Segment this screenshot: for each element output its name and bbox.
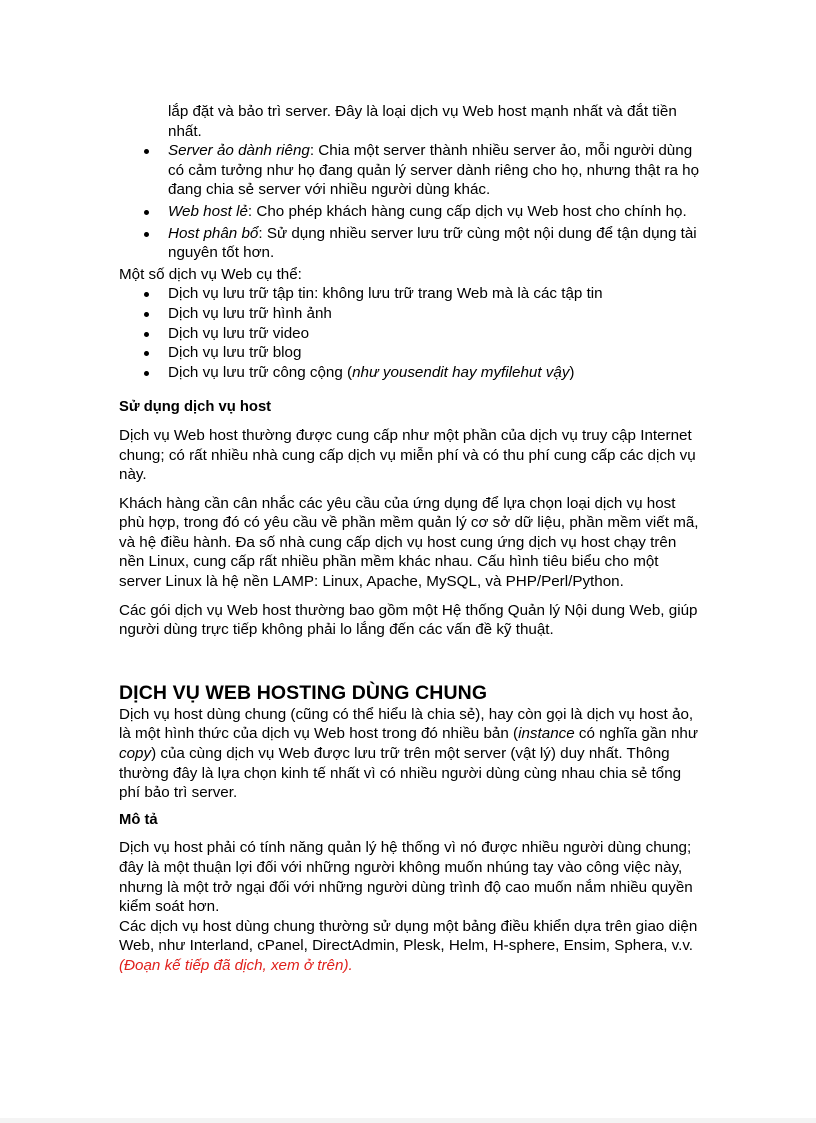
- host-type-separator: :: [258, 224, 267, 242]
- host-type-term: Host phân bổ: [168, 224, 259, 242]
- specific-services-list: [119, 284, 704, 382]
- list-item: [119, 324, 704, 344]
- document-body: [119, 102, 704, 976]
- description-text: Các dịch vụ host dùng chung thường sử dụng một bảng điều khiển dựa trên giao diện Web, như Interland, cPanel, DirectAdmin, Plesk, Helm, H-sphere, Ensim, Sphera, v.v.: [119, 917, 698, 955]
- host-types-list: [119, 141, 704, 263]
- bullet-icon: [144, 232, 149, 237]
- list-item: [119, 284, 704, 304]
- bullet-icon: [144, 332, 149, 337]
- shared-hosting-italic-instance: instance: [518, 725, 575, 743]
- shared-hosting-italic-copy: copy: [119, 745, 152, 763]
- service-italic-note: như yousendit hay myfilehut vậy: [352, 363, 570, 381]
- continuation-text: lắp đặt và bảo trì server. Đây là loại dịch vụ Web host mạnh nhất và đắt tiền nhất.: [168, 103, 677, 140]
- bullet-icon: [144, 292, 149, 297]
- list-item: [119, 224, 704, 263]
- host-type-text: Chia một server thành nhiều server ảo, mỗi người dùng có cảm tưởng như họ đang quản lý server dành riêng cho họ, nhưng thật ra họ đang chia sẻ server với nhiều người dùng khác.: [168, 142, 700, 199]
- service-text: Dịch vụ lưu trữ hình ảnh: [168, 304, 332, 322]
- using-service-paragraph: Dịch vụ Web host thường được cung cấp như một phần của dịch vụ truy cập Internet chung; có rất nhiều nhà cung cấp dịch vụ miễn phí và có thu phí cung cấp các dịch vụ này.: [119, 426, 696, 484]
- host-type-term: Web host lẻ: [168, 202, 248, 220]
- bullet-icon: [144, 149, 149, 154]
- translation-note: (Đoạn kế tiếp đã dịch, xem ở trên).: [119, 956, 353, 974]
- host-type-text: Sử dụng nhiều server lưu trữ cùng một nội dung để tận dụng tài nguyên tốt hơn.: [168, 224, 697, 262]
- using-service-paragraph: Khách hàng cần cân nhắc các yêu cầu của ứng dụng để lựa chọn loại dịch vụ host phù hợp, trong đó có yêu cầu về phần mềm quản lý cơ sở dữ liệu, phần mềm viết mã, và hệ điều hành. Đa số nhà cung cấp dịch vụ host cung ứng dịch vụ host chạy trên nền Linux, cung cấp rất nhiều phần mềm khác nhau. Cấu hình tiêu biểu cho một server Linux là hệ nền LAMP: Linux, Apache, MySQL, và PHP/Perl/Python.: [119, 494, 699, 591]
- bullet-icon: [144, 351, 149, 356]
- using-service-paragraph: Các gói dịch vụ Web host thường bao gồm một Hệ thống Quản lý Nội dung Web, giúp người dùng trực tiếp không phải lo lắng đến các vấn đề kỹ thuật.: [119, 601, 698, 639]
- bullet-icon: [144, 371, 149, 376]
- host-type-separator: :: [247, 202, 257, 220]
- service-text: Dịch vụ lưu trữ blog: [168, 344, 302, 362]
- description-heading: Mô tả: [119, 811, 158, 828]
- host-type-text: Cho phép khách hàng cung cấp dịch vụ Web host cho chính họ.: [256, 202, 687, 220]
- description-paragraph: Dịch vụ host phải có tính năng quản lý hệ thống vì nó được nhiều người dùng chung; đây là một thuận lợi đối với những người không muốn nhúng tay vào công việc này, nhưng là một trở ngại đối với những người dùng trình độ cao muốn nắm nhiều quyền kiểm soát hơn.: [119, 839, 693, 916]
- service-text: Dịch vụ lưu trữ tập tin: không lưu trữ trang Web mà là các tập tin: [168, 285, 603, 303]
- service-text-close: ): [569, 363, 575, 381]
- service-text: Dịch vụ lưu trữ video: [168, 324, 310, 342]
- shared-hosting-text-b: có nghĩa gần như: [574, 725, 699, 743]
- list-item: [119, 304, 704, 324]
- using-service-heading: Sử dụng dịch vụ host: [119, 399, 272, 416]
- list-item: [119, 202, 704, 222]
- shared-hosting-text-c: ) của cùng dịch vụ Web được lưu trữ trên một server (vật lý) duy nhất. Thông thường đây là lựa chọn kinh tế nhất vì có nhiều người dùng cùng nhau chia sẻ tổng phí bảo trì server.: [119, 745, 682, 802]
- list-item: [119, 141, 704, 200]
- bullet-icon: [144, 312, 149, 317]
- specific-services-intro: Một số dịch vụ Web cụ thể:: [119, 265, 302, 283]
- page-bottom-edge: [0, 1118, 816, 1123]
- description-paragraph: [119, 917, 704, 976]
- service-text: Dịch vụ lưu trữ công cộng (: [168, 363, 353, 381]
- shared-hosting-paragraph: [119, 705, 704, 803]
- list-item: [119, 343, 704, 363]
- host-type-separator: :: [309, 142, 319, 160]
- host-type-term: Server ảo dành riêng: [168, 142, 310, 160]
- bullet-icon: [144, 210, 149, 215]
- shared-hosting-heading: DỊCH VỤ WEB HOSTING DÙNG CHUNG: [119, 681, 488, 704]
- list-item: [119, 363, 704, 383]
- shared-hosting-text-a: Dịch vụ host dùng chung (cũng có thể hiểu là chia sẻ), hay còn gọi là dịch vụ host ảo, là một hình thức của dịch vụ Web host trong đó nhiều bản (: [119, 705, 694, 743]
